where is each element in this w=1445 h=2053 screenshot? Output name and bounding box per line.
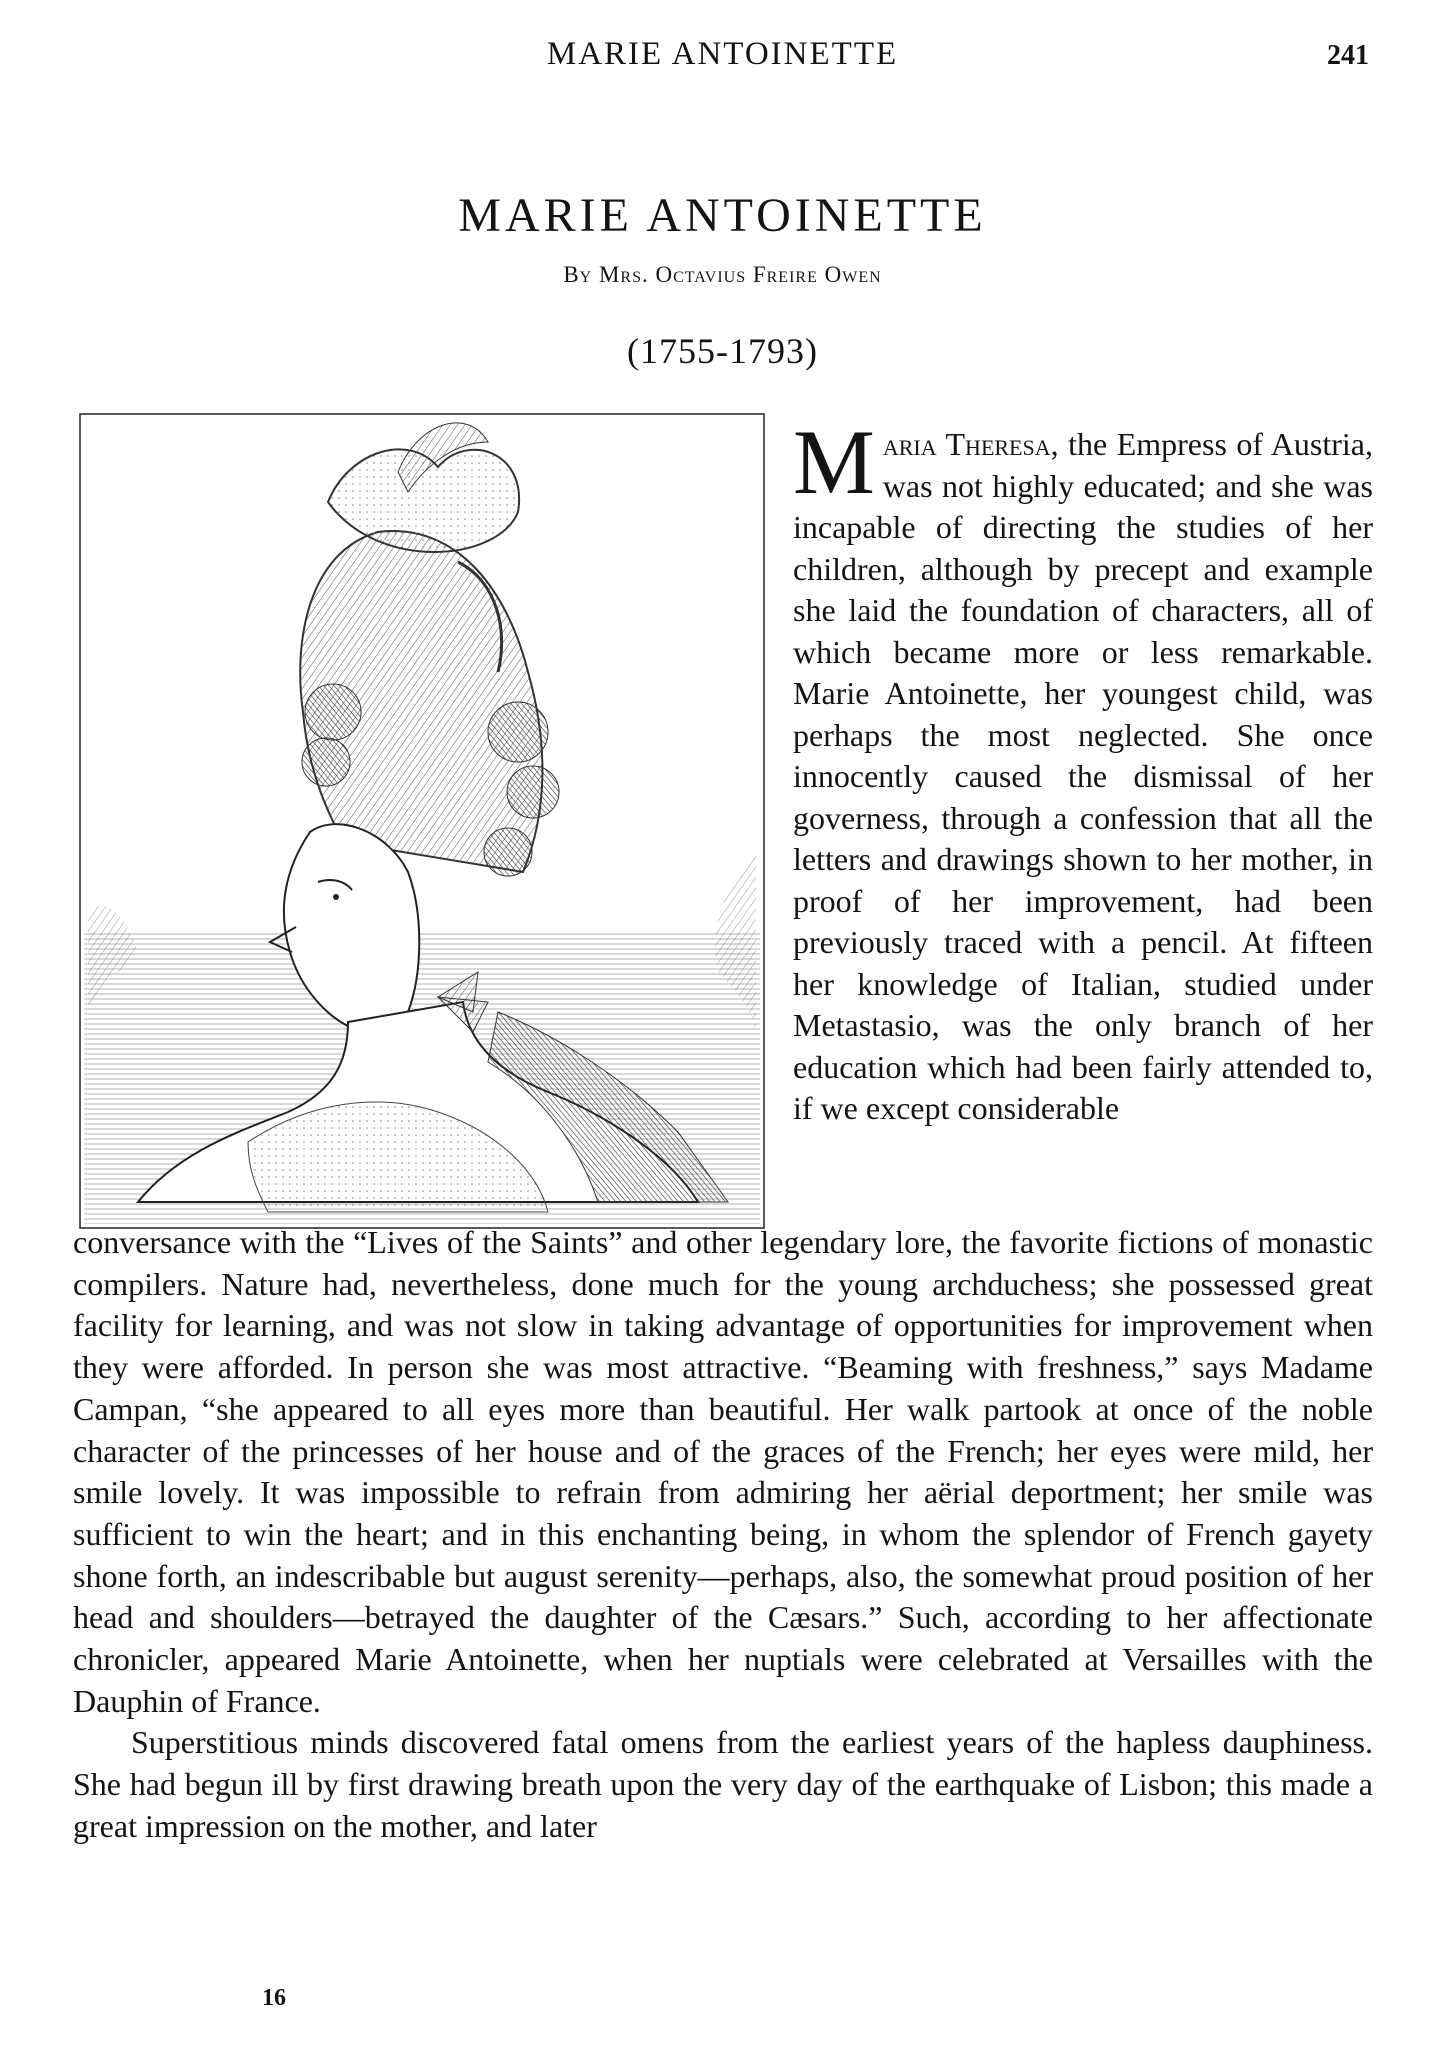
body-text: [73, 1222, 1373, 1848]
lead-in: aria Theresa,: [882, 426, 1059, 462]
running-header: [0, 36, 1445, 76]
drop-cap: M: [793, 411, 875, 513]
page-number: 241: [1327, 40, 1369, 71]
life-dates: (1755-1793): [627, 331, 818, 371]
signature-mark: 16: [262, 1985, 286, 2011]
byline: By Mrs. Octavius Freire Owen: [563, 262, 882, 287]
paragraph-1-continued: conversance with the “Lives of the Saints” and other legendary lore, the favorite fictions of monastic compilers. Nature had, nevertheless, done much for the young archduchess; she possessed great facility for learning, and was not slow in taking advantage of opportunities for improvement when they were afforded. In person she was most attractive. “Beaming with freshness,” says Madame Campan, “she appeared to all eyes more than beautiful. Her walk partook at once of the noble character of the princesses of her house and of the graces of the French; her eyes were mild, her smile lovely. It was impossible to refrain from admiring her aërial deportment; her smile was sufficient to win the heart; and in this enchanting being, in whom the splendor of French gayety shone forth, an indescribable but august serenity—perhaps, also, the somewhat proud position of her head and shoulders—betrayed the daughter of the Cæsars.” Such, according to her affectionate chronicler, appeared Marie Antoinette, when her nuptials were celebrated at Versailles with the Dauphin of France.: [73, 1224, 1373, 1719]
opening-paragraph-column: [793, 411, 1374, 1130]
article-title: MARIE ANTOINETTE: [458, 189, 987, 242]
portrait-engraving: [78, 412, 766, 1230]
paragraph-2: Superstitious minds discovered fatal omens from the earliest years of the hapless dauphiness. She had begun ill by first drawing breath upon the very day of the earthquake of Lisbon; this made a great impression on the mother, and later: [73, 1724, 1373, 1844]
running-title: MARIE ANTOINETTE: [546, 36, 899, 72]
opening-paragraph-text: the Empress of Austria, was not highly educated; and she was incapable of directing the studies of her children, although by precept and example she laid the foundation of characters, all of which became more or less remarkable. Marie Antoinette, her youngest child, was perhaps the most neglected. She once innocently caused the dismissal of her governess, through a confession that all the letters and drawings shown to her mother, in proof of her improvement, had been previously traced with a pencil. At fifteen her knowledge of Italian, studied under Metastasio, was the only branch of her education which had been fairly attended to, if we except considerable: [793, 426, 1374, 1126]
